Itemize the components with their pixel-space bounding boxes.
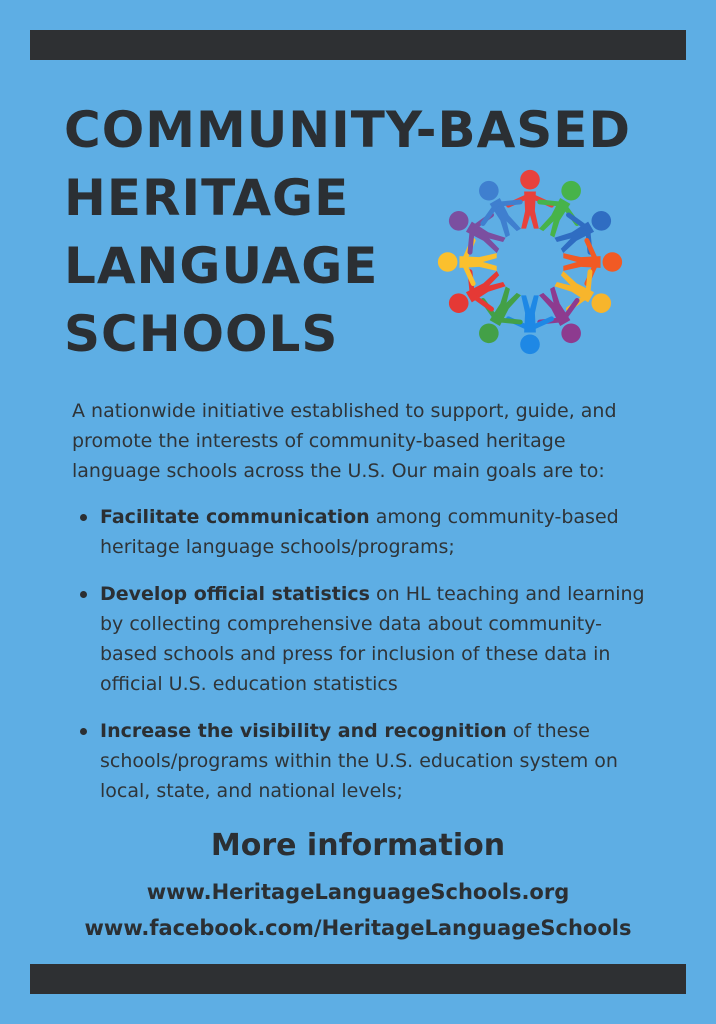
bullet-icon bbox=[80, 591, 87, 598]
goal-bold: Develop official statistics bbox=[100, 583, 370, 605]
website-link[interactable]: www.HeritageLanguageSchools.org bbox=[146, 880, 570, 904]
people-circle-icon bbox=[432, 164, 628, 360]
person-figure bbox=[508, 170, 551, 229]
person-figure bbox=[563, 240, 622, 283]
person-figure bbox=[508, 295, 551, 354]
title-line-2: HERITAGE bbox=[64, 169, 350, 227]
more-information-heading: More information bbox=[210, 828, 506, 863]
bottom-bar bbox=[30, 964, 686, 994]
title-line-3: LANGUAGE bbox=[64, 237, 379, 295]
bullet-icon bbox=[80, 514, 87, 521]
title-line-4: SCHOOLS bbox=[64, 305, 339, 363]
person-figure bbox=[438, 240, 497, 283]
goal-bold: Increase the visibility and recognition bbox=[100, 720, 507, 742]
intro-text: A nationwide initiative established to support, guide, and promote the interests of community-based heritage language schools across the U.S. Our main goals are to: bbox=[72, 400, 617, 482]
goal-item-statistics bbox=[72, 579, 652, 699]
goal-item-communication bbox=[72, 502, 652, 562]
facebook-link[interactable]: www.facebook.com/HeritageLanguageSchools bbox=[84, 916, 632, 940]
goal-text: on HL teaching and learning by collecting comprehensive data about community-based schools and press for inclusion of these data in official U.S. education statistics bbox=[100, 583, 645, 695]
title-line-1: COMMUNITY-BASED bbox=[64, 101, 631, 159]
goal-text: among community-based heritage language schools/programs; bbox=[100, 506, 619, 558]
goal-item-visibility bbox=[72, 716, 652, 806]
goal-bold: Facilitate communication bbox=[100, 506, 370, 528]
goals-list bbox=[72, 502, 652, 823]
goal-text: of these schools/programs within the U.S. education system on local, state, and national levels; bbox=[100, 720, 618, 802]
bullet-icon bbox=[80, 728, 87, 735]
top-bar bbox=[30, 30, 686, 60]
links-block bbox=[0, 874, 716, 946]
